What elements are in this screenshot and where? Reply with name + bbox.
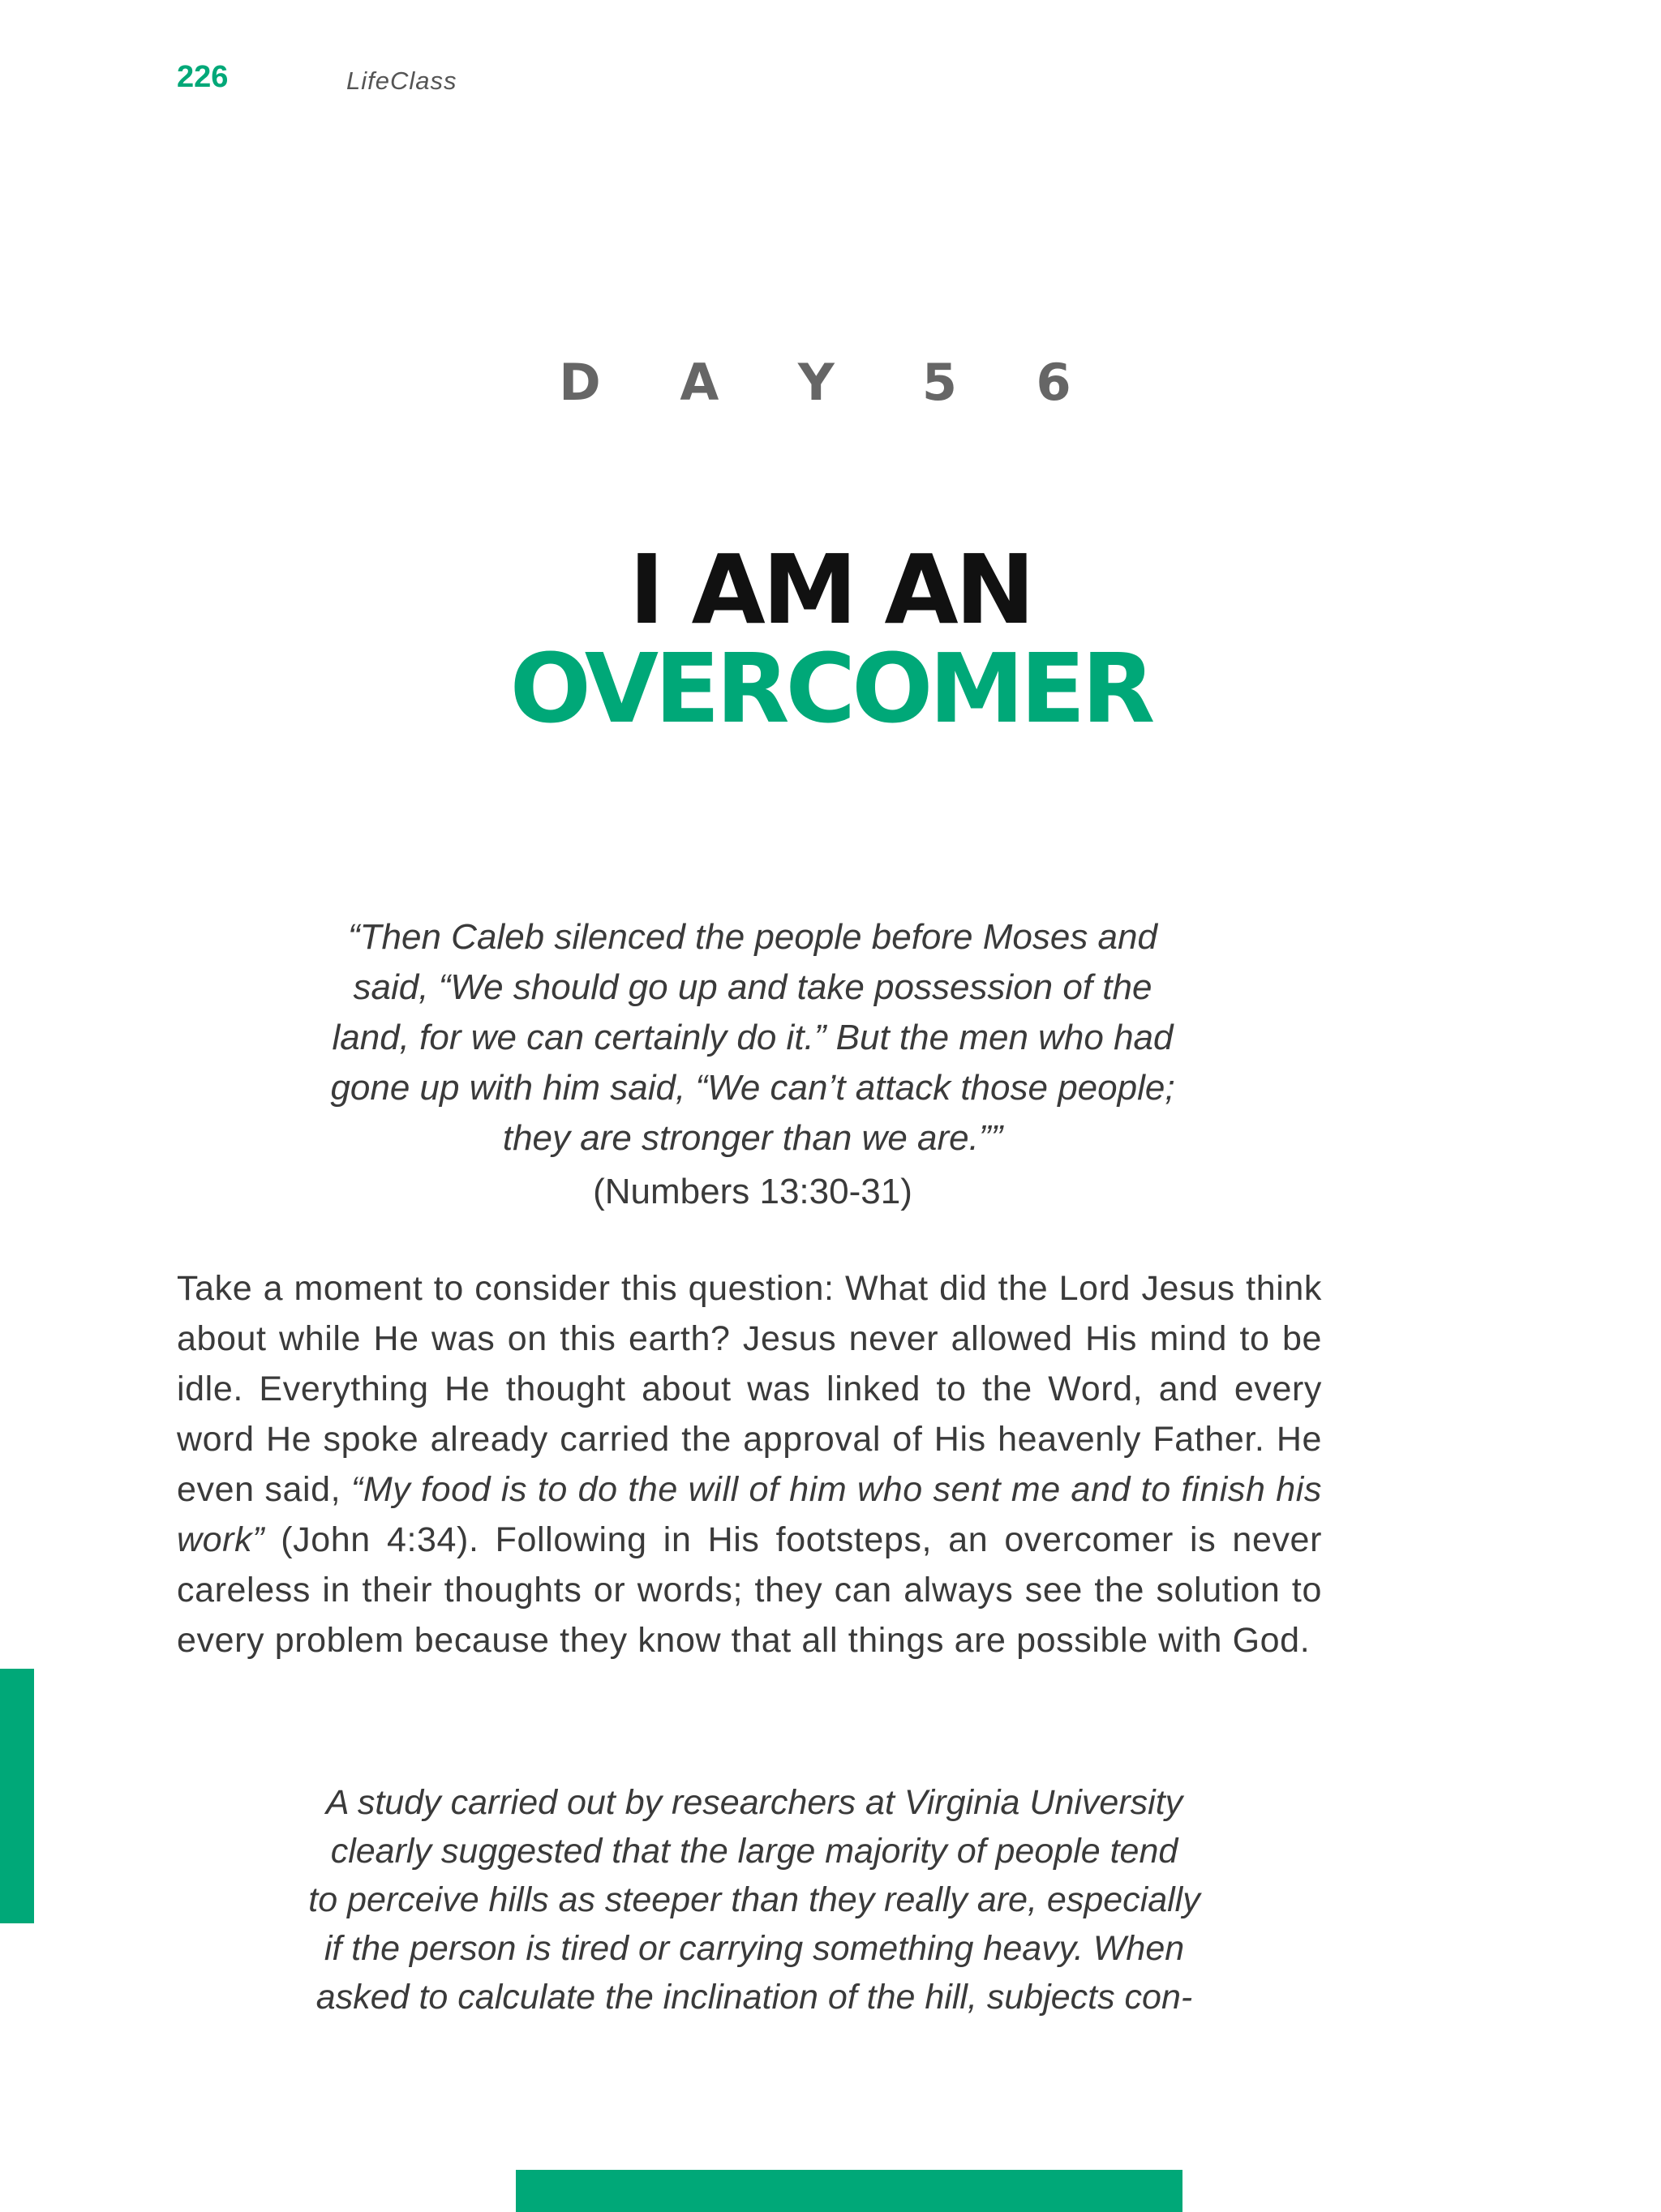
study-quote xyxy=(280,1778,1229,2021)
body-text: Take a moment to consider this question: What did the Lord Jesus think about while He was on this earth? Jesus never allowed His mind to be idle. Everything He thought about was linked to the Word, and every word He spoke already carried the approval of His heavenly Father. He even said, xyxy=(177,1269,1322,1509)
scripture-line: they are stronger than we are.”” xyxy=(502,1118,1003,1158)
scripture-reference: (Numbers 13:30-31) xyxy=(593,1172,912,1211)
scripture-line: said, “We should go up and take possession of the xyxy=(353,967,1152,1007)
study-line: A study carried out by researchers at Virginia University xyxy=(325,1783,1183,1822)
study-line: if the person is tired or carrying something heavy. When xyxy=(324,1929,1185,1968)
chapter-title-line1: I AM AN xyxy=(629,534,1032,645)
study-line: to perceive hills as steeper than they really are, especially xyxy=(308,1880,1200,1919)
day-word: D A Y xyxy=(559,353,865,412)
scripture-quote xyxy=(268,912,1238,1164)
scripture-line: “Then Caleb silenced the people before Moses and xyxy=(348,917,1157,957)
body-text: (John 4:34). Following in His footsteps, an overcomer is never careless in their thoughts or words; they can always see the solution to every problem because they know that all things are possible with God. xyxy=(177,1520,1322,1660)
page-number: 226 xyxy=(177,60,229,94)
bottom-accent-bar xyxy=(516,2170,1182,2212)
day-label xyxy=(0,353,1661,412)
body-paragraph xyxy=(177,1263,1322,1665)
scripture-line: land, for we can certainly do it.” But the men who had xyxy=(332,1018,1174,1057)
chapter-title-line2: OVERCOMER xyxy=(509,632,1152,744)
study-line: clearly suggested that the large majority of people tend xyxy=(330,1832,1178,1871)
study-line: asked to calculate the inclination of the hill, subjects con- xyxy=(315,1978,1193,2017)
side-tab-marker xyxy=(0,1669,34,1923)
day-number: 5 6 xyxy=(921,353,1102,412)
body-italic-quote: “My food is to do the will of him who sent me and to finish his work” xyxy=(177,1470,1322,1559)
scripture-line: gone up with him said, “We can’t attack those people; xyxy=(330,1068,1175,1108)
book-title: LifeClass xyxy=(346,66,457,95)
